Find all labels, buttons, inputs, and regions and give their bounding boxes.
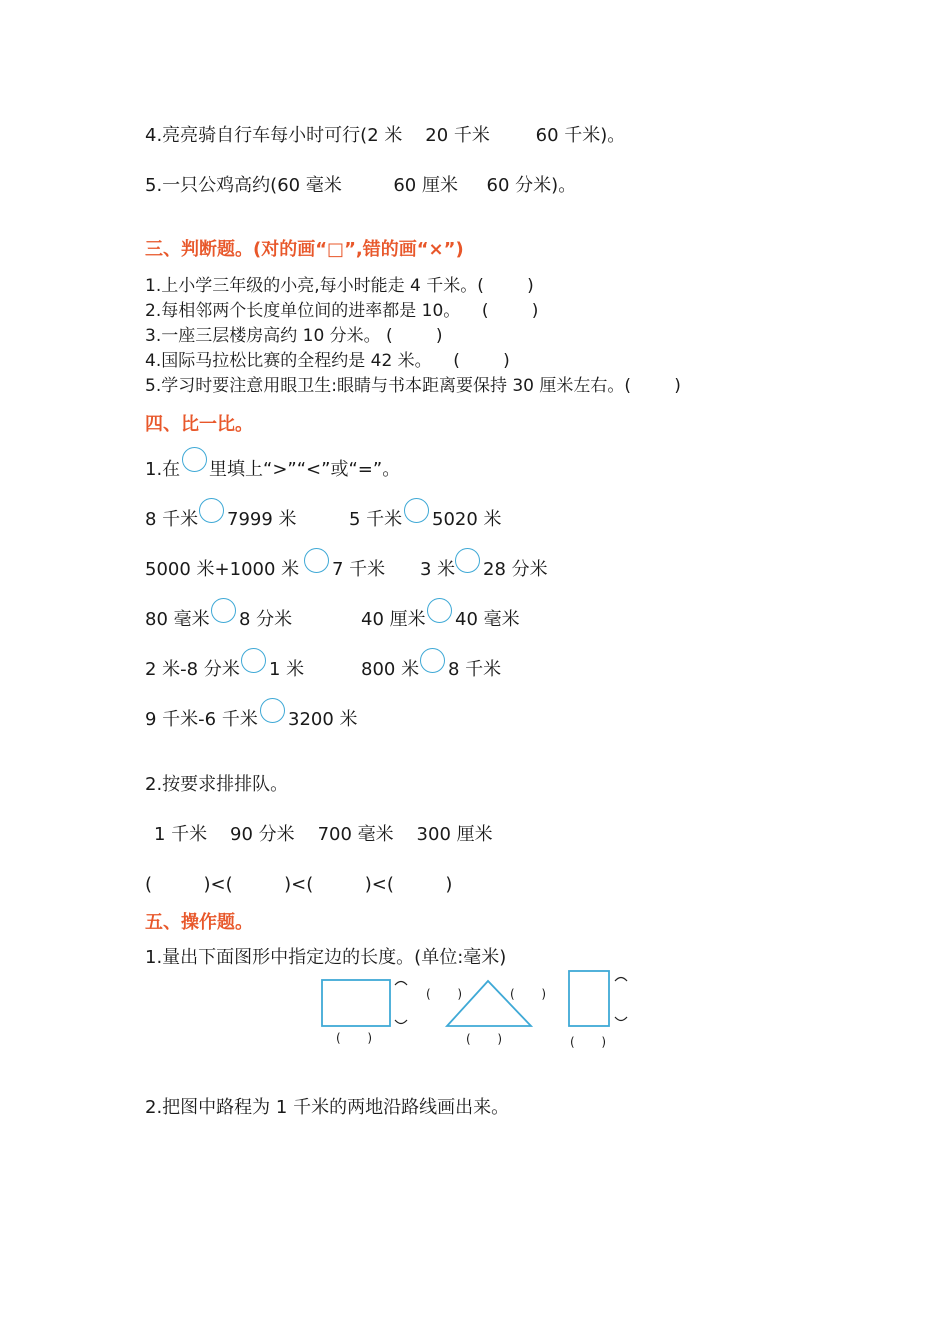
compare-1-right: 7999 米 (227, 509, 297, 530)
section-5-heading: 五、操作题。 (145, 912, 253, 933)
compare-3-right: 7 千米 (332, 559, 386, 580)
compare-instruction-suffix: 里填上“>”“<”或“=”。 (209, 459, 401, 480)
sort-question: 2.按要求排排队。 (145, 774, 289, 795)
judge-item-1: 1.上小学三年级的小亮,每小时能走 4 千米。( ) (145, 276, 534, 296)
compare-4-circle[interactable] (455, 548, 480, 573)
judge-item-3: 3.一座三层楼房高约 10 分米。 ( ) (145, 326, 443, 346)
route-question: 2.把图中路程为 1 千米的两地沿路线画出来。 (145, 1097, 510, 1118)
rectangle-shape (322, 980, 390, 1026)
compare-7-right: 1 米 (269, 659, 305, 680)
judge-item-5: 5.学习时要注意用眼卫生:眼睛与书本距离要保持 30 厘米左右。( ) (145, 376, 681, 396)
compare-2-right: 5020 米 (432, 509, 502, 530)
section-4-heading: 四、比一比。 (145, 414, 253, 435)
small-rectangle-shape (569, 971, 609, 1026)
compare-6-right: 40 毫米 (455, 609, 520, 630)
compare-2-left: 5 千米 (349, 509, 403, 530)
compare-5-right: 8 分米 (239, 609, 293, 630)
triangle-right-blank[interactable]: ( ) (510, 987, 547, 1001)
compare-5-left: 80 毫米 (145, 609, 210, 630)
compare-8-circle[interactable] (420, 648, 445, 673)
compare-8-right: 8 千米 (448, 659, 502, 680)
compare-9-right: 3200 米 (288, 709, 358, 730)
compare-4-right: 28 分米 (483, 559, 548, 580)
compare-1-left: 8 千米 (145, 509, 199, 530)
compare-3-left: 5000 米+1000 米 (145, 559, 300, 580)
compare-3-circle[interactable] (304, 548, 329, 573)
judge-item-2: 2.每相邻两个长度单位间的进率都是 10。 ( ) (145, 301, 539, 321)
measure-question: 1.量出下面图形中指定边的长度。(单位:毫米) (145, 947, 507, 968)
question-4-bike-speed: 4.亮亮骑自行车每小时可行(2 米 20 千米 60 千米)。 (145, 125, 626, 146)
compare-9-circle[interactable] (260, 698, 285, 723)
compare-4-left: 3 米 (420, 559, 456, 580)
compare-7-left: 2 米-8 分米 (145, 659, 240, 680)
rect-bottom-blank[interactable]: ( ) (336, 1031, 373, 1045)
triangle-bottom-blank[interactable]: ( ) (466, 1032, 503, 1046)
compare-7-circle[interactable] (241, 648, 266, 673)
question-5-rooster-height: 5.一只公鸡高约(60 毫米 60 厘米 60 分米)。 (145, 175, 577, 196)
compare-9-left: 9 千米-6 千米 (145, 709, 258, 730)
judge-item-4: 4.国际马拉松比赛的全程约是 42 米。 ( ) (145, 351, 510, 371)
section-3-heading: 三、判断题。(对的画“□”,错的画“×”) (145, 239, 464, 260)
sort-items: 1 千米 90 分米 700 毫米 300 厘米 (154, 824, 493, 845)
compare-8-left: 800 米 (361, 659, 420, 680)
small-rect-bottom-blank[interactable]: ( ) (570, 1035, 607, 1049)
compare-1-circle[interactable] (199, 498, 224, 523)
triangle-left-blank[interactable]: ( ) (426, 987, 463, 1001)
compare-instruction-prefix: 1.在 (145, 459, 181, 480)
compare-2-circle[interactable] (404, 498, 429, 523)
sort-answer-blanks[interactable]: ( )<( )<( )<( ) (145, 874, 453, 895)
compare-6-circle[interactable] (427, 598, 452, 623)
compare-6-left: 40 厘米 (361, 609, 426, 630)
compare-circle-icon (182, 447, 207, 472)
compare-5-circle[interactable] (211, 598, 236, 623)
